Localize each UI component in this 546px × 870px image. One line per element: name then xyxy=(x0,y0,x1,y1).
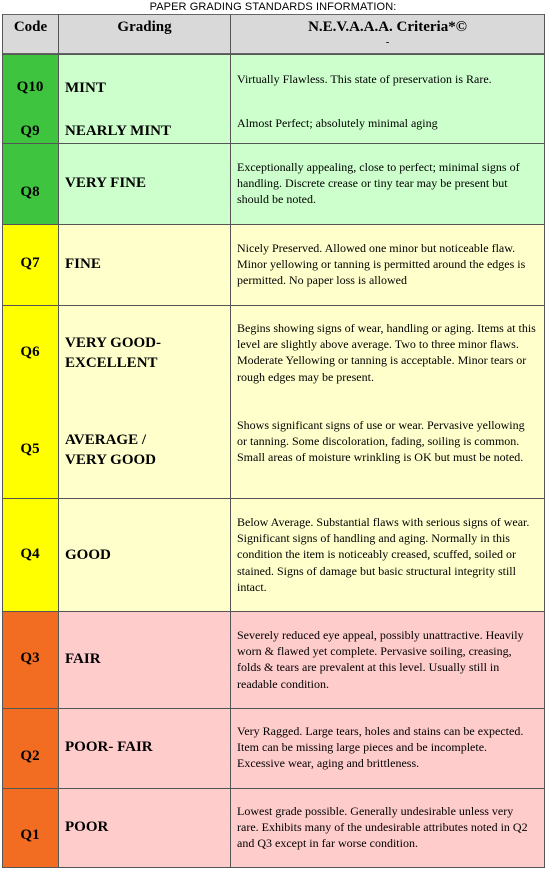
grade-criteria: Severely reduced eye appeal, possibly unattractive. Heavily worn & flawed yet complete. Pervasive soiling, creasing, folds & tears are prevalent at this level. Usually still in readable condition. xyxy=(237,628,524,691)
grade-criteria: Begins showing signs of wear, handling or aging. Items at this level are slightly above average. Two to three minor flaws. Moderate Yellowing or tanning is acceptable. Minor tears or rough edges may be present. xyxy=(237,321,536,384)
grade-criteria: Virtually Flawless. This state of preservation is Rare. xyxy=(237,72,492,86)
grade-code: Q8 xyxy=(20,184,40,200)
grid-line xyxy=(2,788,545,789)
grade-criteria: Very Ragged. Large tears, holes and stains can be expected. Item can be missing large pieces and be incomplete. Excessive wear, aging and brittleness. xyxy=(237,724,524,771)
grade-code: Q4 xyxy=(20,546,40,562)
grade-name: NEARLY MINT xyxy=(65,123,171,139)
grid-line xyxy=(2,498,545,499)
grade-code: Q10 xyxy=(16,79,44,95)
grade-code: Q1 xyxy=(20,827,40,843)
header-grading-label: Grading xyxy=(117,19,172,35)
grade-criteria: Almost Perfect; absolutely minimal aging xyxy=(237,116,438,130)
grading-table xyxy=(2,14,545,868)
grade-criteria: Below Average. Substantial flaws with serious signs of wear. Significant signs of handling and aging. Normally in this condition the item is noticeably creased, scuffed, soiled or stained. Signs of damage but basic structural integrity still intact. xyxy=(237,515,530,594)
grade-name: FAIR xyxy=(65,651,101,667)
grade-criteria: Exceptionally appealing, close to perfect; minimal signs of handling. Discrete crease or tiny tear may be present but should be noted. xyxy=(237,160,520,207)
header-code-label: Code xyxy=(13,19,48,35)
grid-line xyxy=(2,611,545,612)
header-criteria-label: N.E.V.A.A.A. Criteria*© xyxy=(308,19,467,35)
grade-name: FINE xyxy=(65,256,101,272)
grid-line xyxy=(2,305,545,306)
grid-line xyxy=(2,54,545,55)
grade-code: Q7 xyxy=(20,255,40,271)
grade-name: GOOD xyxy=(65,547,111,563)
grid-line xyxy=(2,867,545,868)
grid-line xyxy=(2,143,545,144)
grade-name: AVERAGE / VERY GOOD xyxy=(65,432,157,468)
grade-code: Q9 xyxy=(20,123,40,139)
header-criteria-mark: - xyxy=(385,37,390,48)
grade-name: VERY FINE xyxy=(65,175,147,191)
grade-code: Q2 xyxy=(20,748,40,764)
grade-name: VERY GOOD- EXCELLENT xyxy=(65,335,161,371)
header-grading xyxy=(58,14,231,54)
grade-criteria: Nicely Preserved. Allowed one minor but noticeable flaw. Minor yellowing or tanning is permitted around the edges is permitted. No paper loss is allowed xyxy=(237,241,526,288)
grade-name: POOR- FAIR xyxy=(65,739,153,755)
grade-code: Q5 xyxy=(20,441,40,457)
table-caption: PAPER GRADING STANDARDS INFORMATION: xyxy=(149,1,397,13)
grade-criteria: Lowest grade possible. Generally undesirable unless very rare. Exhibits many of the undesirable attributes noted in Q2 and Q3 except in far worse condition. xyxy=(237,804,528,851)
header-criteria xyxy=(230,14,545,54)
grid-line xyxy=(2,224,545,225)
grid-line xyxy=(2,708,545,709)
grade-criteria: Shows significant signs of use or wear. Pervasive yellowing or tanning. Some discoloration, fading, soiling is common. Small areas of moisture wrinkling is OK but must be noted. xyxy=(237,418,525,465)
header-code xyxy=(2,14,59,54)
grade-name: MINT xyxy=(65,80,106,96)
grade-name: POOR xyxy=(65,819,109,835)
grade-code: Q3 xyxy=(20,650,40,666)
grade-code: Q6 xyxy=(20,344,40,360)
